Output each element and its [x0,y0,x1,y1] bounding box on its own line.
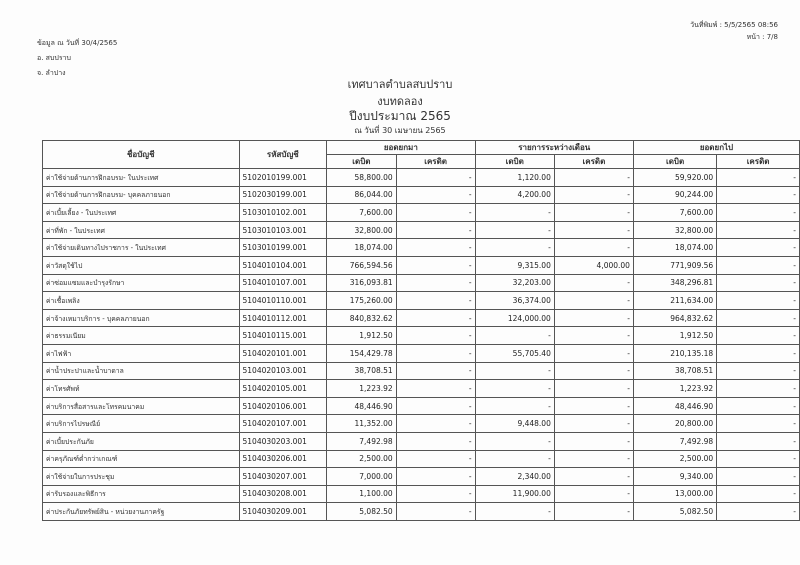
carried-forward-credit: - [717,432,800,450]
org-name: เทศบาลตำบลสบปราบ [347,78,453,91]
col-header-code: รหัสบัญชี [239,141,327,169]
fiscal-year: ปีงบประมาณ 2565 [349,109,451,123]
district: อ. สบปราบ [37,54,71,62]
table-row [43,380,800,398]
table-row [43,186,800,204]
account-code: 5104010115.001 [239,327,327,345]
col-header-credit: เครดิต [396,155,475,169]
brought-forward-credit: - [396,256,475,274]
carried-forward-credit: - [717,239,800,257]
month-debit: 11,900.00 [475,485,554,503]
account-name: ค่าใช้จ่ายในการประชุม [43,468,240,486]
month-credit: - [554,397,633,415]
account-code: 5104020106.001 [239,397,327,415]
month-credit: - [554,239,633,257]
brought-forward-debit: 11,352.00 [327,415,397,433]
brought-forward-credit: - [396,309,475,327]
carried-forward-credit: - [717,450,800,468]
account-name: ค่าธรรมเนียม [43,327,240,345]
table-row [43,327,800,345]
brought-forward-debit: 1,223.92 [327,380,397,398]
brought-forward-credit: - [396,169,475,187]
table-row [43,503,800,521]
carried-forward-debit: 5,082.50 [633,503,716,521]
month-debit: 9,448.00 [475,415,554,433]
carried-forward-credit: - [717,397,800,415]
month-credit: - [554,362,633,380]
account-code: 5103010102.001 [239,204,327,222]
month-credit: - [554,468,633,486]
carried-forward-credit: - [717,309,800,327]
brought-forward-debit: 18,074.00 [327,239,397,257]
brought-forward-credit: - [396,292,475,310]
carried-forward-debit: 32,800.00 [633,221,716,239]
month-debit: - [475,432,554,450]
month-credit: - [554,309,633,327]
carried-forward-credit: - [717,327,800,345]
brought-forward-debit: 86,044.00 [327,186,397,204]
brought-forward-credit: - [396,239,475,257]
carried-forward-credit: - [717,415,800,433]
account-name: ค่าบริการสื่อสารและโทรคมนาคม [43,397,240,415]
account-name: ค่าใช้จ่ายเดินทางไปราชการ - ในประเทศ [43,239,240,257]
month-credit: - [554,503,633,521]
account-code: 5104010110.001 [239,292,327,310]
carried-forward-credit: - [717,204,800,222]
account-code: 5104020105.001 [239,380,327,398]
col-header-brought-forward: ยอดยกมา [327,141,475,155]
carried-forward-debit: 13,000.00 [633,485,716,503]
account-code: 5104010104.001 [239,256,327,274]
brought-forward-credit: - [396,468,475,486]
carried-forward-credit: - [717,169,800,187]
carried-forward-debit: 7,492.98 [633,432,716,450]
brought-forward-credit: - [396,503,475,521]
month-debit: - [475,503,554,521]
brought-forward-debit: 5,082.50 [327,503,397,521]
month-credit: - [554,432,633,450]
month-debit: 55,705.40 [475,344,554,362]
report-title: งบทดลอง [377,95,423,108]
account-name: ค่ารับรองและพิธีการ [43,485,240,503]
month-credit: - [554,415,633,433]
table-row [43,169,800,187]
brought-forward-credit: - [396,397,475,415]
table-row [43,362,800,380]
carried-forward-credit: - [717,292,800,310]
table-row [43,292,800,310]
month-credit: - [554,274,633,292]
month-credit: - [554,344,633,362]
account-name: ค่าวัสดุใช้ไป [43,256,240,274]
month-credit: - [554,485,633,503]
carried-forward-debit: 7,600.00 [633,204,716,222]
brought-forward-credit: - [396,204,475,222]
month-debit: - [475,380,554,398]
brought-forward-credit: - [396,274,475,292]
carried-forward-credit: - [717,503,800,521]
table-row [43,415,800,433]
month-credit: - [554,221,633,239]
table-row [43,450,800,468]
brought-forward-credit: - [396,327,475,345]
carried-forward-debit: 210,135.18 [633,344,716,362]
account-name: ค่าใช้จ่ายด้านการฝึกอบรม- บุคคลภายนอก [43,186,240,204]
month-credit: - [554,169,633,187]
month-debit: 2,340.00 [475,468,554,486]
brought-forward-debit: 766,594.56 [327,256,397,274]
carried-forward-debit: 90,244.00 [633,186,716,204]
month-debit: 9,315.00 [475,256,554,274]
month-debit: 36,374.00 [475,292,554,310]
brought-forward-debit: 48,446.90 [327,397,397,415]
brought-forward-debit: 154,429.78 [327,344,397,362]
brought-forward-debit: 316,093.81 [327,274,397,292]
account-code: 5104030209.001 [239,503,327,521]
month-credit: - [554,204,633,222]
col-header-name: ชื่อบัญชี [43,141,240,169]
account-code: 5103010199.001 [239,239,327,257]
account-code: 5102030199.001 [239,186,327,204]
month-debit: - [475,239,554,257]
account-name: ค่าไฟฟ้า [43,344,240,362]
month-debit: - [475,362,554,380]
month-credit: - [554,186,633,204]
account-code: 5104010112.001 [239,309,327,327]
carried-forward-debit: 211,634.00 [633,292,716,310]
month-debit: - [475,204,554,222]
table-row [43,468,800,486]
carried-forward-debit: 964,832.62 [633,309,716,327]
account-code: 5104020103.001 [239,362,327,380]
month-credit: 4,000.00 [554,256,633,274]
brought-forward-debit: 7,600.00 [327,204,397,222]
account-name: ค่าโทรศัพท์ [43,380,240,398]
brought-forward-credit: - [396,380,475,398]
table-row [43,239,800,257]
col-header-debit: เดบิต [327,155,397,169]
carried-forward-debit: 20,800.00 [633,415,716,433]
brought-forward-credit: - [396,415,475,433]
account-code: 5104020107.001 [239,415,327,433]
carried-forward-credit: - [717,221,800,239]
carried-forward-credit: - [717,468,800,486]
print-date: วันที่พิมพ์ : 5/5/2565 08:56 [690,21,778,29]
month-credit: - [554,380,633,398]
table-row [43,485,800,503]
brought-forward-debit: 1,100.00 [327,485,397,503]
brought-forward-debit: 7,492.98 [327,432,397,450]
carried-forward-credit: - [717,256,800,274]
account-code: 5103010103.001 [239,221,327,239]
account-name: ค่าที่พัก - ในประเทศ [43,221,240,239]
table-row [43,344,800,362]
account-name: ค่าน้ำประปาและน้ำบาดาล [43,362,240,380]
month-credit: - [554,450,633,468]
table-row [43,274,800,292]
account-name: ค่าครุภัณฑ์ต่ำกว่าเกณฑ์ [43,450,240,468]
carried-forward-debit: 2,500.00 [633,450,716,468]
table-row [43,204,800,222]
col-header-debit: เดบิต [633,155,716,169]
as-of-date: ณ วันที่ 30 เมษายน 2565 [354,126,446,135]
account-code: 5104020101.001 [239,344,327,362]
brought-forward-credit: - [396,186,475,204]
brought-forward-debit: 38,708.51 [327,362,397,380]
brought-forward-debit: 1,912.50 [327,327,397,345]
brought-forward-debit: 840,832.62 [327,309,397,327]
account-name: ค่าเบี้ยเลี้ยง - ในประเทศ [43,204,240,222]
col-header-carried-forward: ยอดยกไป [633,141,799,155]
carried-forward-credit: - [717,380,800,398]
carried-forward-debit: 9,340.00 [633,468,716,486]
account-name: ค่าเบี้ยประกันภัย [43,432,240,450]
col-header-credit: เครดิต [717,155,800,169]
carried-forward-credit: - [717,274,800,292]
account-code: 5104030208.001 [239,485,327,503]
table-row [43,309,800,327]
brought-forward-debit: 58,800.00 [327,169,397,187]
table-row [43,221,800,239]
brought-forward-credit: - [396,432,475,450]
province: จ. ลำปาง [37,69,66,77]
account-code: 5104030206.001 [239,450,327,468]
month-debit: 124,000.00 [475,309,554,327]
month-credit: - [554,327,633,345]
month-debit: - [475,221,554,239]
account-name: ค่าบริการไปรษณีย์ [43,415,240,433]
carried-forward-credit: - [717,362,800,380]
month-credit: - [554,292,633,310]
account-name: ค่าประกันภัยทรัพย์สิน - หน่วยงานภาครัฐ [43,503,240,521]
account-name: ค่าซ่อมแซมและบำรุงรักษา [43,274,240,292]
brought-forward-debit: 175,260.00 [327,292,397,310]
carried-forward-credit: - [717,485,800,503]
carried-forward-debit: 18,074.00 [633,239,716,257]
brought-forward-debit: 7,000.00 [327,468,397,486]
table-row [43,432,800,450]
brought-forward-debit: 32,800.00 [327,221,397,239]
carried-forward-debit: 59,920.00 [633,169,716,187]
page-number: หน้า : 7/8 [746,33,778,41]
month-debit: - [475,397,554,415]
trial-balance-table [42,140,800,521]
table-body [43,169,800,521]
month-debit: - [475,327,554,345]
account-name: ค่าใช้จ่ายด้านการฝึกอบรม- ในประเทศ [43,169,240,187]
brought-forward-credit: - [396,344,475,362]
brought-forward-credit: - [396,362,475,380]
col-header-during-month: รายการระหว่างเดือน [475,141,633,155]
account-code: 5104030203.001 [239,432,327,450]
table-row [43,256,800,274]
month-debit: 1,120.00 [475,169,554,187]
month-debit: - [475,450,554,468]
data-date: ข้อมูล ณ วันที่ 30/4/2565 [37,39,118,47]
carried-forward-debit: 771,909.56 [633,256,716,274]
table-row [43,397,800,415]
brought-forward-credit: - [396,450,475,468]
carried-forward-debit: 38,708.51 [633,362,716,380]
month-debit: 32,203.00 [475,274,554,292]
carried-forward-credit: - [717,186,800,204]
carried-forward-debit: 1,912.50 [633,327,716,345]
account-name: ค่าเชื้อเพลิง [43,292,240,310]
account-name: ค่าจ้างเหมาบริการ - บุคคลภายนอก [43,309,240,327]
brought-forward-credit: - [396,485,475,503]
brought-forward-credit: - [396,221,475,239]
carried-forward-debit: 348,296.81 [633,274,716,292]
account-code: 5102010199.001 [239,169,327,187]
carried-forward-debit: 48,446.90 [633,397,716,415]
col-header-debit: เดบิต [475,155,554,169]
brought-forward-debit: 2,500.00 [327,450,397,468]
carried-forward-credit: - [717,344,800,362]
account-code: 5104030207.001 [239,468,327,486]
account-code: 5104010107.001 [239,274,327,292]
month-debit: 4,200.00 [475,186,554,204]
carried-forward-debit: 1,223.92 [633,380,716,398]
col-header-credit: เครดิต [554,155,633,169]
